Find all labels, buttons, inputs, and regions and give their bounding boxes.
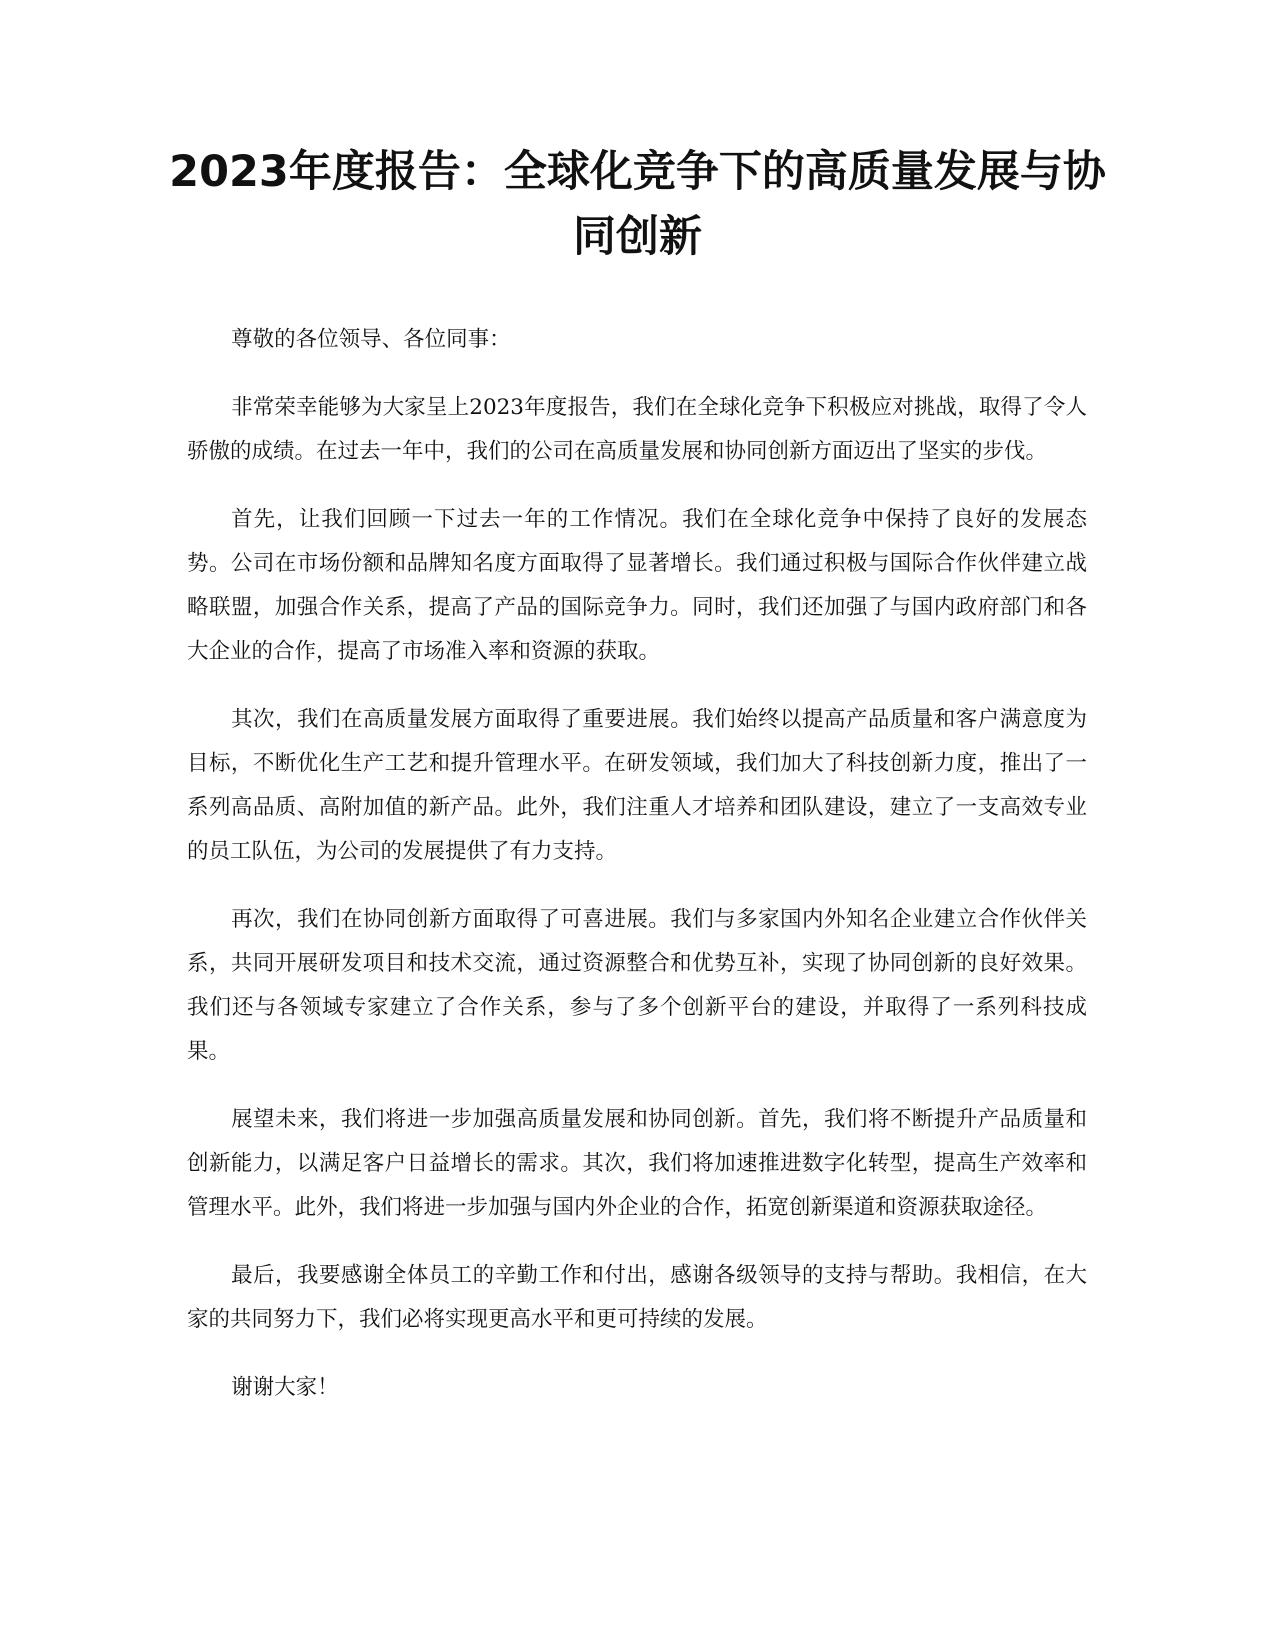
- paragraph-salutation: 尊敬的各位领导、各位同事：: [231, 327, 511, 352]
- paragraph-closing: 谢谢大家！: [231, 1375, 339, 1400]
- paragraph-introduction: 非常荣幸能够为大家呈上2023年度报告，我们在全球化竞争下积极应对挑战，取得了令人骄傲的成绩。在过去一年中，我们的公司在高质量发展和协同创新方面迈出了坚实的步伐。: [187, 395, 1087, 464]
- paragraph-collaborative-innovation: 再次，我们在协同创新方面取得了可喜进展。我们与多家国内外知名企业建立合作伙伴关系，共同开展研发项目和技术交流，通过资源整合和优势互补，实现了协同创新的良好效果。我们还与各领域专家建立了合作关系，参与了多个创新平台的建设，并取得了一系列科技成果。: [187, 907, 1087, 1064]
- paragraph-quality-development: 其次，我们在高质量发展方面取得了重要进展。我们始终以提高产品质量和客户满意度为目标，不断优化生产工艺和提升管理水平。在研发领域，我们加大了科技创新力度，推出了一系列高品质、高附加值的新产品。此外，我们注重人才培养和团队建设，建立了一支高效专业的员工队伍，为公司的发展提供了有力支持。: [187, 707, 1087, 864]
- document-body: [187, 318, 1087, 1434]
- paragraph-thanks: 最后，我要感谢全体员工的辛勤工作和付出，感谢各级领导的支持与帮助。我相信，在大家的共同努力下，我们必将实现更高水平和更可持续的发展。: [187, 1263, 1087, 1332]
- paragraph-outlook: 展望未来，我们将进一步加强高质量发展和协同创新。首先，我们将不断提升产品质量和创新能力，以满足客户日益增长的需求。其次，我们将加速推进数字化转型，提高生产效率和管理水平。此外，我们将进一步加强与国内外企业的合作，拓宽创新渠道和资源获取途径。: [187, 1107, 1087, 1220]
- document-title: 2023年度报告：全球化竞争下的高质量发展与协同创新: [169, 147, 1106, 262]
- paragraph-review: 首先，让我们回顾一下过去一年的工作情况。我们在全球化竞争中保持了良好的发展态势。公司在市场份额和品牌知名度方面取得了显著增长。我们通过积极与国际合作伙伴建立战略联盟，加强合作关系，提高了产品的国际竞争力。同时，我们还加强了与国内政府部门和各大企业的合作，提高了市场准入率和资源的获取。: [187, 507, 1087, 664]
